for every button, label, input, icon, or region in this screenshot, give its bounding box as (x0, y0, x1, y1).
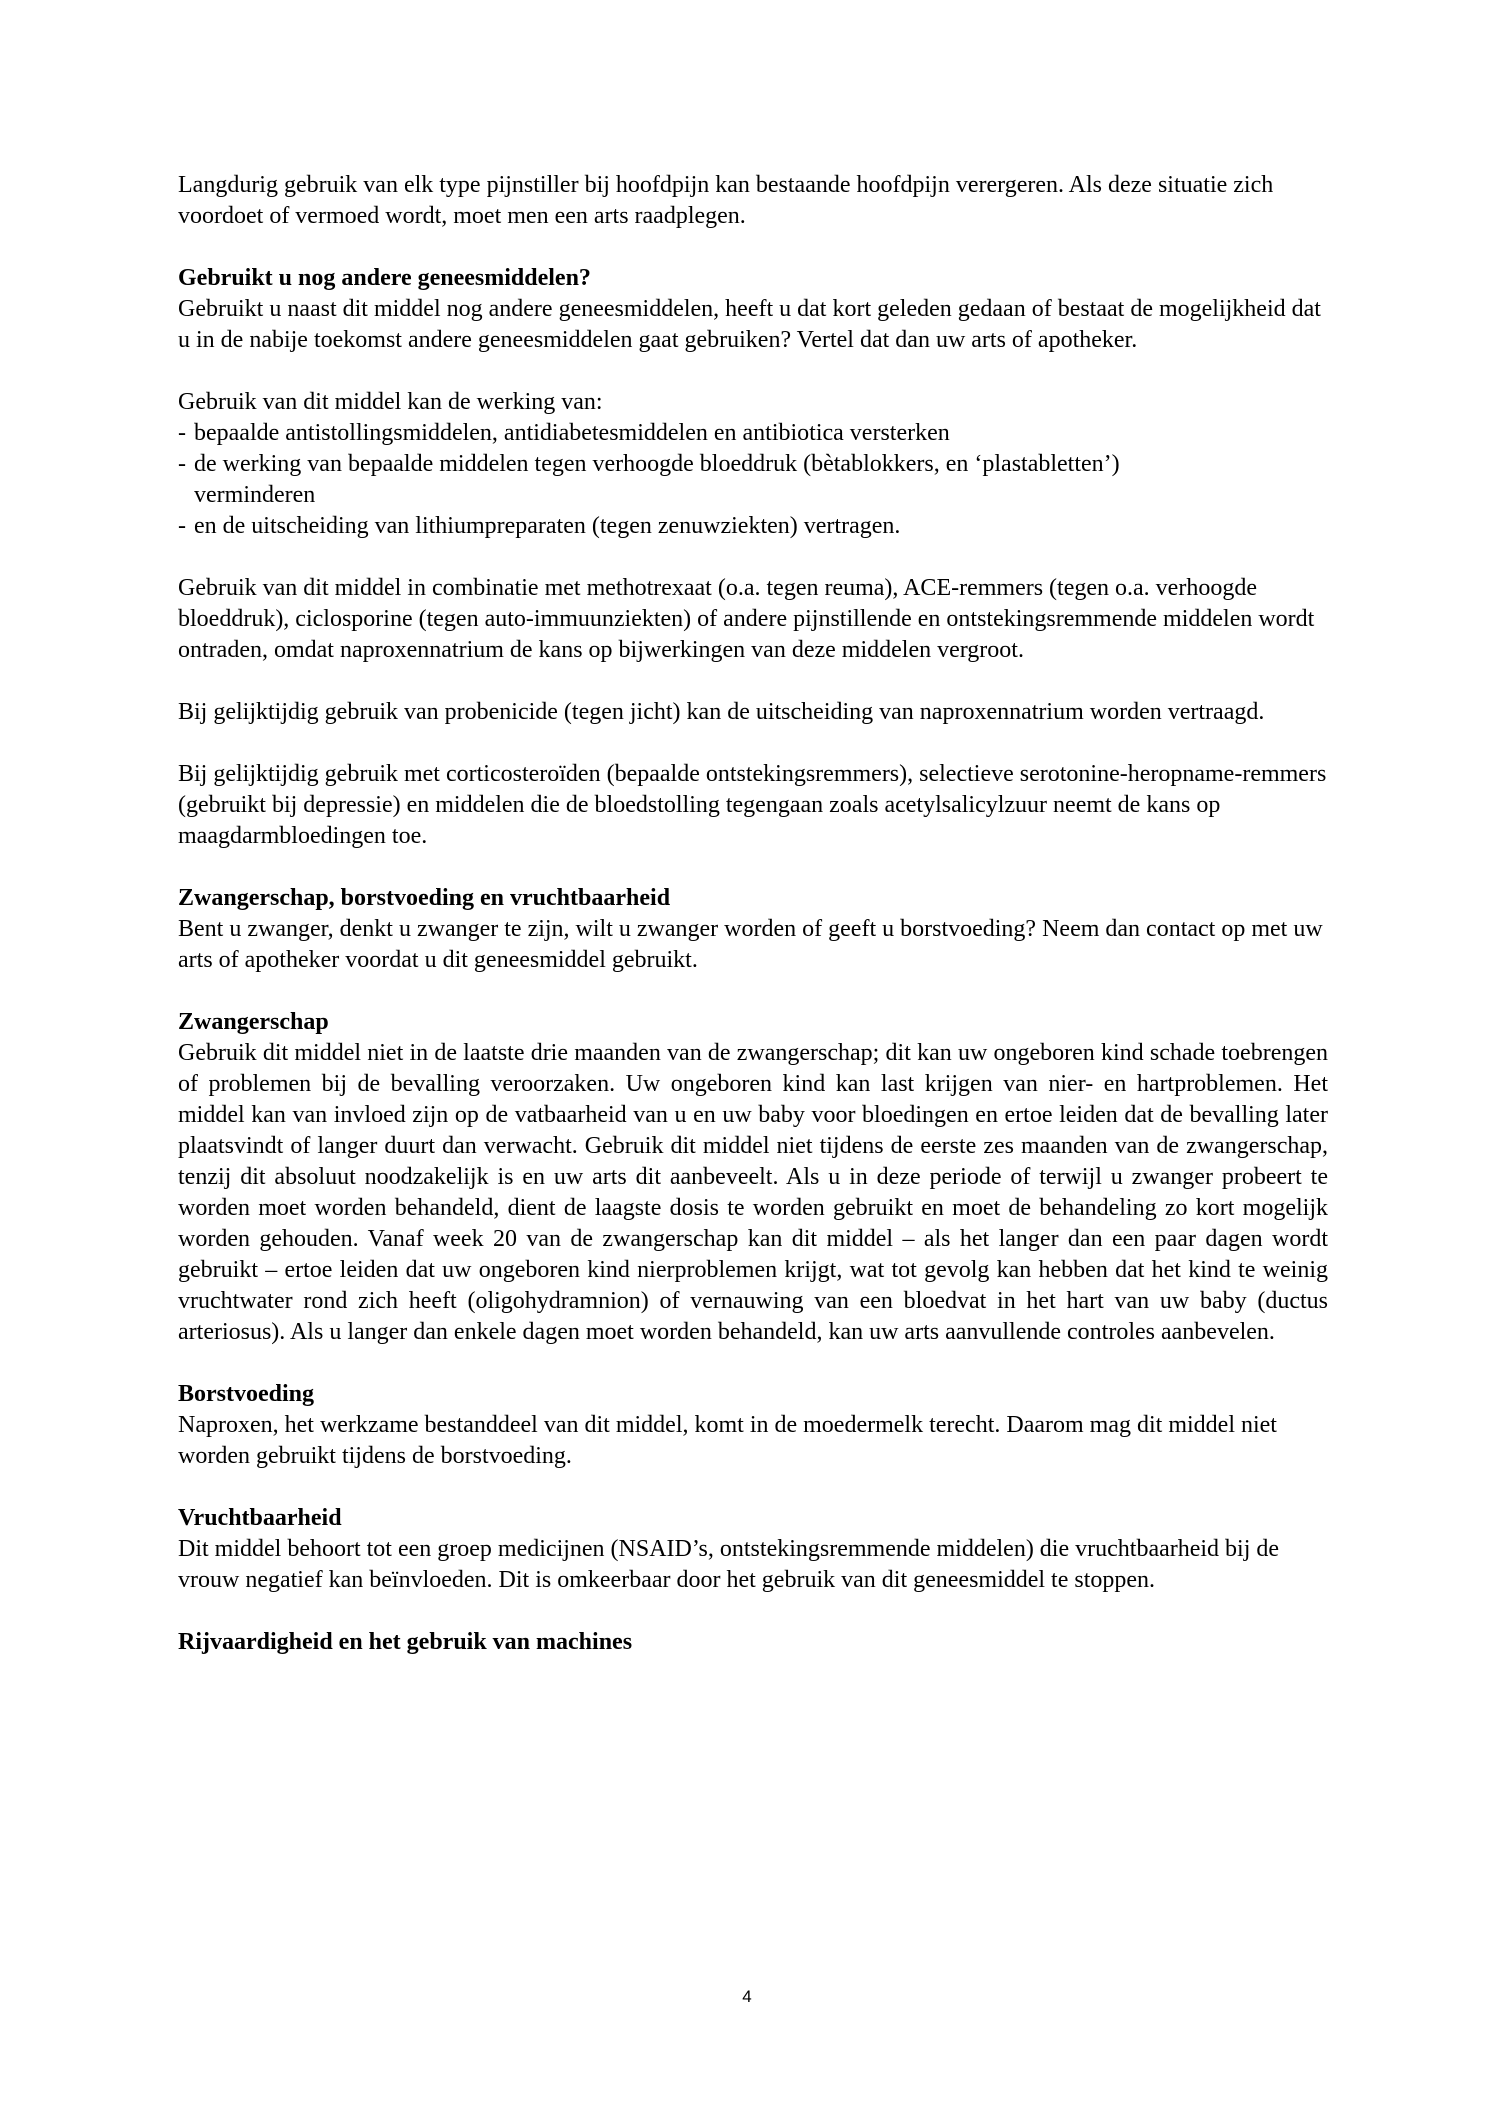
list-item-text: de werking van bepaalde middelen tegen verhoogde bloeddruk (bètablokkers, en ‘plastabletten’) (194, 451, 1120, 477)
effect-list (178, 418, 1328, 542)
list-item-text: en de uitscheiding van lithiumpreparaten (tegen zenuwziekten) vertragen. (194, 513, 901, 539)
body-paragraph: Gebruikt u naast dit middel nog andere geneesmiddelen, heeft u dat kort geleden gedaan of bestaat de mogelijkheid dat u in de nabije toekomst andere geneesmiddelen gaat gebruiken? Vertel dat dan uw arts of apotheker. (178, 296, 1321, 353)
list-item (178, 418, 1328, 449)
list-item-continuation: verminderen (194, 482, 316, 508)
list-item-text: bepaalde antistollingsmiddelen, antidiabetesmiddelen en antibiotica versterken (194, 420, 950, 446)
section-heading: Gebruikt u nog andere geneesmiddelen? (178, 265, 591, 291)
section-fertility (178, 1503, 1328, 1596)
body-paragraph: Naproxen, het werkzame bestanddeel van dit middel, komt in de moedermelk terecht. Daarom mag dit middel niet worden gebruikt tijdens de borstvoeding. (178, 1412, 1277, 1469)
list-item (178, 449, 1328, 480)
list-dash: - (178, 451, 186, 477)
section-pregnancy-breastfeeding-fertility (178, 883, 1328, 976)
section-heading: Zwangerschap (178, 1009, 329, 1035)
section-other-medicines (178, 263, 1328, 852)
section-breastfeeding (178, 1379, 1328, 1472)
methotrexaat-paragraph: Gebruik van dit middel in combinatie met methotrexaat (o.a. tegen reuma), ACE-remmers (tegen o.a. verhoogde bloeddruk), ciclosporine (tegen auto-immuunziekten) of andere pijnstillende en ontstekingsremmende middelen wordt ontraden, omdat naproxennatrium de kans op bijwerkingen van deze middelen vergroot. (178, 575, 1315, 663)
probenicide-paragraph: Bij gelijktijdig gebruik van probenicide (tegen jicht) kan de uitscheiding van naproxennatrium worden vertraagd. (178, 699, 1265, 725)
list-item (178, 511, 1328, 542)
intro-paragraph: Langdurig gebruik van elk type pijnstiller bij hoofdpijn kan bestaande hoofdpijn verergeren. Als deze situatie zich voordoet of vermoed wordt, moet men een arts raadplegen. (178, 172, 1274, 229)
corticosteroiden-paragraph: Bij gelijktijdig gebruik met corticosteroïden (bepaalde ontstekingsremmers), selectieve serotonine-heropname-remmers (gebruikt bij depressie) en middelen die de bloedstolling tegengaan zoals acetylsalicylzuur neemt de kans op maagdarmbloedingen toe. (178, 761, 1327, 849)
body-paragraph: Dit middel behoort tot een groep medicijnen (NSAID’s, ontstekingsremmende middelen) die vruchtbaarheid bij de vrouw negatief kan beïnvloeden. Dit is omkeerbaar door het gebruik van dit geneesmiddel te stoppen. (178, 1536, 1280, 1593)
document-page (178, 170, 1328, 1658)
page-number: 4 (742, 1987, 752, 2006)
body-paragraph: Gebruik dit middel niet in de laatste drie maanden van de zwangerschap; dit kan uw ongeboren kind schade toebrengen of problemen bij de bevalling veroorzaken. Uw ongeboren kind kan last krijgen van nier- en hartproblemen. Het middel kan van invloed zijn op de vatbaarheid van u en uw baby voor bloedingen en ertoe leiden dat de bevalling later plaatsvindt of langer duurt dan verwacht. Gebruik dit middel niet tijdens de eerste zes maanden van de zwangerschap, tenzij dit absoluut noodzakelijk is en uw arts dit aanbeveelt. Als u in deze periode of terwijl u zwanger probeert te worden moet worden behandeld, dient de laagste dosis te worden gebruikt en moet de behandeling zo kort mogelijk worden gehouden. Vanaf week 20 van de zwangerschap kan dit middel – als het langer dan een paar dagen wordt gebruikt – ertoe leiden dat uw ongeboren kind nierproblemen krijgt, wat tot gevolg kan hebben dat het kind te weinig vruchtwater rond zich heeft (oligohydramnion) of vernauwing van een bloedvat in het hart van uw baby (ductus arteriosus). Als u langer dan enkele dagen moet worden behandeld, kan uw arts aanvullende controles aanbevelen. (178, 1040, 1328, 1345)
effect-intro: Gebruik van dit middel kan de werking van: (178, 389, 603, 415)
section-heading: Zwangerschap, borstvoeding en vruchtbaarheid (178, 885, 671, 911)
section-pregnancy (178, 1007, 1328, 1348)
body-paragraph: Bent u zwanger, denkt u zwanger te zijn, wilt u zwanger worden of geeft u borstvoeding? Neem dan contact op met uw arts of apotheker voordat u dit geneesmiddel gebruikt. (178, 916, 1323, 973)
section-driving (178, 1627, 1328, 1658)
section-heading: Vruchtbaarheid (178, 1505, 342, 1531)
section-heading: Rijvaardigheid en het gebruik van machines (178, 1629, 633, 1655)
section-heading: Borstvoeding (178, 1381, 315, 1407)
list-dash: - (178, 420, 186, 446)
list-dash: - (178, 513, 186, 539)
